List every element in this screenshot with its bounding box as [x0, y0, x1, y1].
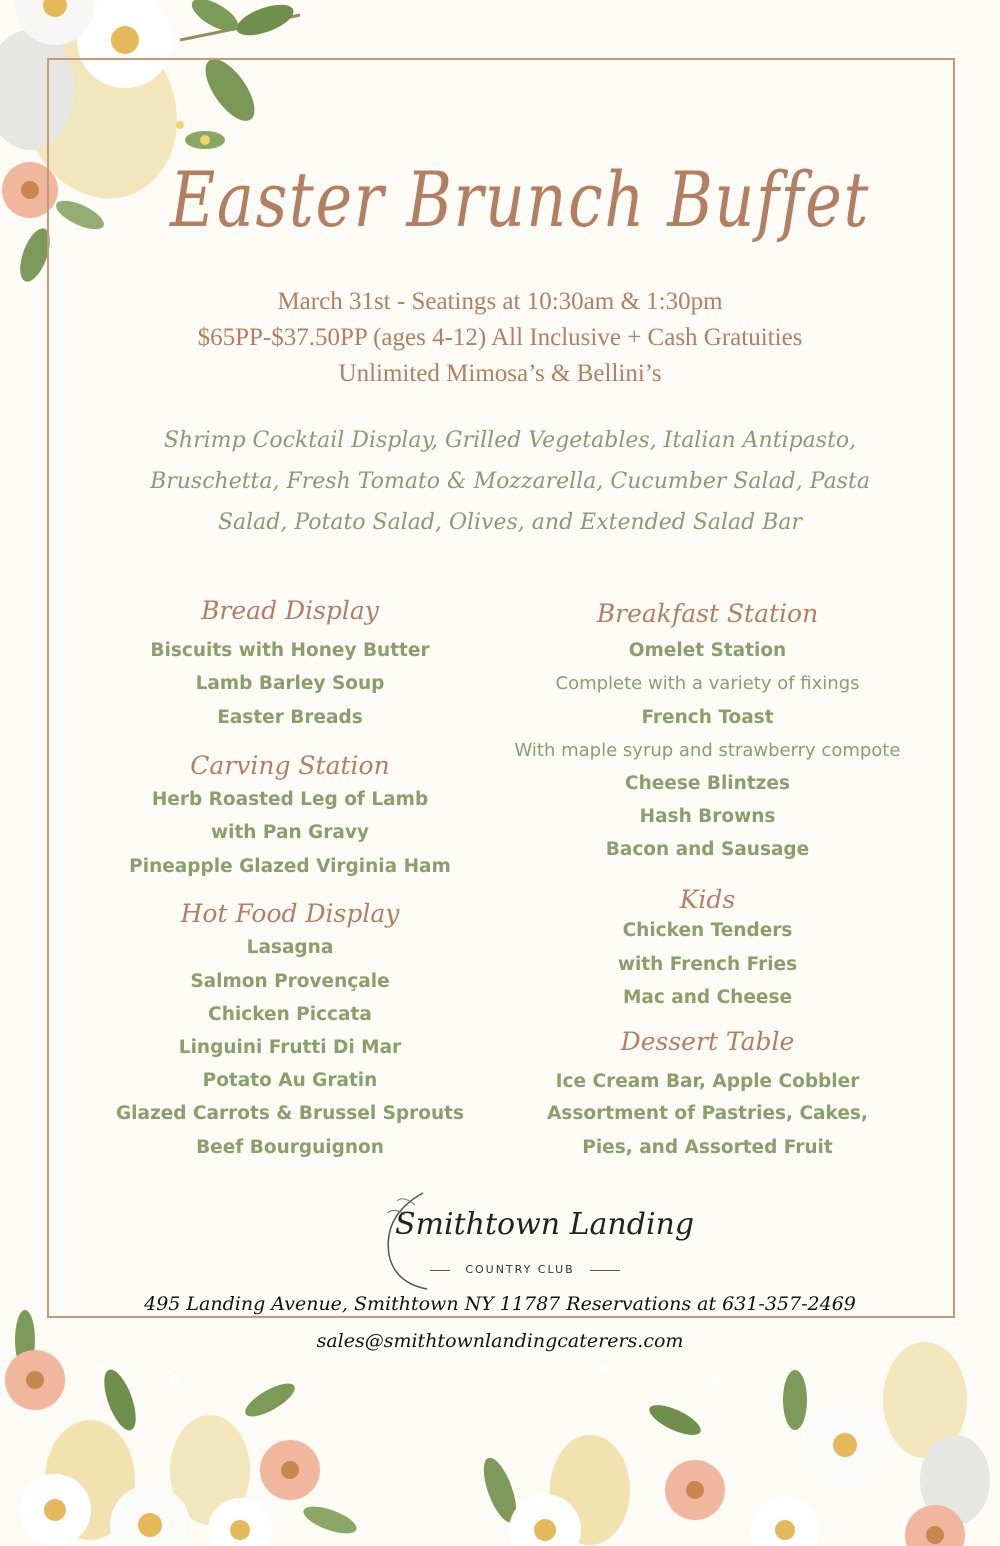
- menu-item: Pineapple Glazed Virginia Ham: [129, 856, 451, 877]
- menu-item: with Pan Gravy: [211, 822, 369, 843]
- salad-line: Bruschetta, Fresh Tomato & Mozzarella, Cucumber Salad, Pasta: [150, 469, 870, 494]
- salad-line: Salad, Potato Salad, Olives, and Extended Salad Bar: [217, 510, 803, 535]
- event-pricing: $65PP-$37.50PP (ages 4-12) All Inclusive + Cash Gratuities: [197, 324, 803, 351]
- section-heading-hot-food-display: Hot Food Display: [180, 899, 400, 928]
- menu-item: Cheese Blintzes: [625, 773, 790, 794]
- menu-item: French Toast: [641, 707, 774, 728]
- logo-subtitle: COUNTRY CLUB: [465, 1263, 575, 1276]
- logo-divider: [590, 1270, 620, 1271]
- menu-item: Lasagna: [246, 937, 334, 958]
- menu-item: Beef Bourguignon: [196, 1137, 384, 1158]
- address-and-reservations: 495 Landing Avenue, Smithtown NY 11787 Reservations at 631-357-2469: [144, 1293, 856, 1315]
- smithtown-landing-logo: [375, 1185, 695, 1295]
- menu-item: Mac and Cheese: [622, 987, 793, 1008]
- event-drinks: Unlimited Mimosa’s & Bellini’s: [338, 360, 662, 387]
- logo-name: Smithtown Landing: [395, 1207, 695, 1242]
- menu-item: Lamb Barley Soup: [195, 673, 385, 694]
- menu-item: Hash Browns: [639, 806, 776, 827]
- menu-item: Chicken Piccata: [208, 1004, 372, 1025]
- menu-item: Potato Au Gratin: [202, 1070, 378, 1091]
- salad-line: Shrimp Cocktail Display, Grilled Vegetables, Italian Antipasto,: [163, 428, 857, 453]
- menu-item-note: With maple syrup and strawberry compote: [514, 740, 901, 761]
- menu-item: Bacon and Sausage: [605, 839, 810, 860]
- menu-item-note: Complete with a variety of fixings: [555, 673, 860, 694]
- menu-item: Easter Breads: [217, 707, 363, 728]
- event-date-seatings: March 31st - Seatings at 10:30am & 1:30pm: [277, 288, 723, 315]
- contact-email-link[interactable]: sales@smithtownlandingcaterers.com: [316, 1330, 684, 1352]
- menu-item: Herb Roasted Leg of Lamb: [151, 789, 429, 810]
- menu-item: Biscuits with Honey Butter: [150, 640, 430, 661]
- section-heading-dessert-table: Dessert Table: [620, 1027, 795, 1056]
- menu-item: Omelet Station: [628, 640, 787, 661]
- menu-item: Ice Cream Bar, Apple Cobbler: [555, 1071, 860, 1092]
- menu-item: Assortment of Pastries, Cakes,: [547, 1103, 868, 1124]
- section-heading-breakfast-station: Breakfast Station: [596, 599, 819, 628]
- menu-item: Pies, and Assorted Fruit: [582, 1137, 833, 1158]
- menu-item: Linguini Frutti Di Mar: [178, 1037, 402, 1058]
- menu-item: Glazed Carrots & Brussel Sprouts: [115, 1103, 465, 1124]
- menu-item: Chicken Tenders: [622, 920, 793, 941]
- menu-title-text: Easter Brunch Buffet: [168, 155, 870, 244]
- section-heading-kids: Kids: [679, 885, 736, 914]
- section-heading-carving-station: Carving Station: [190, 751, 390, 780]
- menu-item: Salmon Provençale: [190, 971, 390, 992]
- menu-item: with French Fries: [617, 954, 798, 975]
- section-heading-bread-display: Bread Display: [201, 596, 379, 625]
